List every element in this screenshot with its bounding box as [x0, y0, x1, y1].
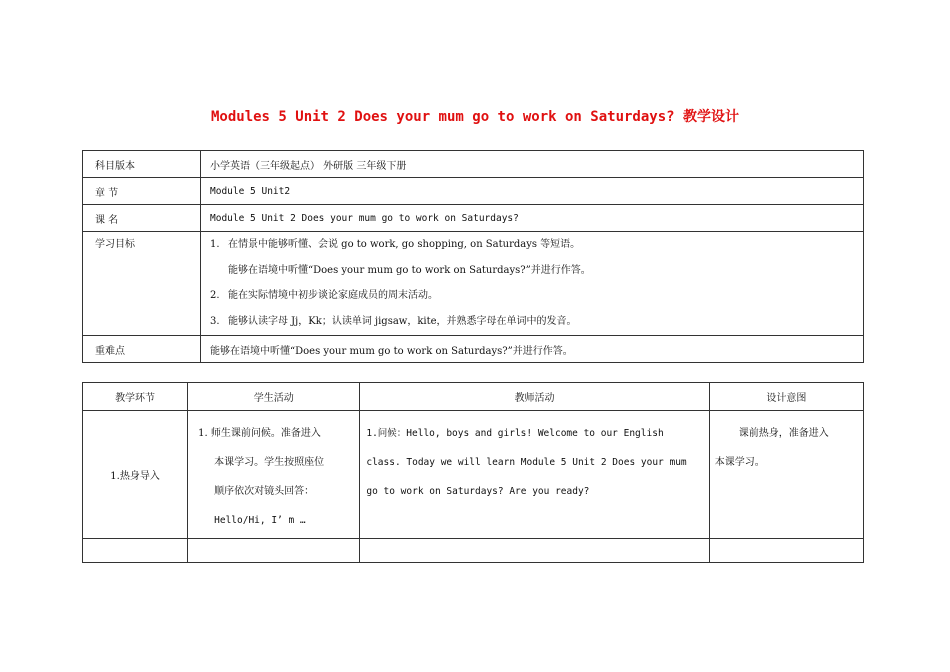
- empty-cell: [709, 539, 863, 563]
- info-label-lesson: 课 名: [83, 205, 201, 232]
- header-stage: 教学环节: [83, 383, 188, 411]
- page-title: Modules 5 Unit 2 Does your mum go to work on Saturdays? 教学设计: [210, 109, 739, 125]
- header-student-activity: 学生活动: [188, 383, 360, 411]
- info-row-goals: [83, 232, 864, 336]
- course-info-table: [82, 150, 864, 363]
- empty-cell: [83, 539, 188, 563]
- info-row-lesson: [83, 205, 864, 232]
- info-row-chapter: [83, 178, 864, 205]
- student-activity-line: 本课学习。学生按照座位: [214, 457, 325, 468]
- teacher-activity-line: class. Today we will learn Module 5 Unit 2 Does your mum: [366, 457, 687, 468]
- teacher-activity-cell: [360, 411, 709, 539]
- design-intent-cell: [709, 411, 863, 539]
- info-label-goals: 学习目标: [83, 232, 201, 336]
- plan-row-empty: [83, 539, 864, 563]
- goal-item: [210, 283, 863, 309]
- header-design-intent: 设计意图: [709, 383, 863, 411]
- plan-header-row: [83, 383, 864, 411]
- student-activity-cell: [188, 411, 360, 539]
- student-activity-line: 1. 师生课前问候。准备进入: [198, 428, 321, 439]
- goal-item: [210, 309, 863, 335]
- info-value-subject: 小学英语（三年级起点） 外研版 三年级下册: [201, 151, 864, 178]
- plan-row-warmup: [83, 411, 864, 539]
- goal-number: 3.: [210, 315, 220, 327]
- goal-text: 在情景中能够听懂、会说 go to work, go shopping, on Saturdays 等短语。: [228, 239, 581, 250]
- info-row-key-points: [83, 336, 864, 363]
- info-value-chapter: Module 5 Unit2: [201, 178, 864, 205]
- design-intent-line: 本课学习。: [714, 457, 765, 468]
- header-teacher-activity: 教师活动: [360, 383, 709, 411]
- info-label-subject: 科目版本: [83, 151, 201, 178]
- goal-number: 2.: [210, 290, 220, 301]
- empty-cell: [188, 539, 360, 563]
- goals-list: [201, 232, 864, 336]
- lesson-plan-table: [82, 382, 864, 563]
- teacher-activity-line: 1.问候：Hello, boys and girls! Welcome to our English: [366, 428, 664, 439]
- goal-number: 1.: [210, 239, 220, 250]
- goal-text: 能在实际情境中初步谈论家庭成员的周末活动。: [228, 290, 438, 301]
- stage-cell: 1.热身导入: [83, 411, 188, 539]
- student-activity-line: Hello/Hi, I’ m …: [214, 515, 306, 526]
- goal-text: 能够在语境中听懂“Does your mum go to work on Saturdays?”并进行作答。: [228, 264, 591, 276]
- student-activity-line: 顺序依次对镜头回答：: [214, 486, 315, 497]
- goal-text: 能够认读字母 Jj，Kk；认读单词 jigsaw，kite，并熟悉字母在单词中的发音。: [228, 315, 577, 327]
- info-value-lesson: Module 5 Unit 2 Does your mum go to work on Saturdays?: [201, 205, 864, 232]
- info-row-subject: [83, 151, 864, 178]
- goal-item: [210, 258, 863, 284]
- empty-cell: [360, 539, 709, 563]
- info-label-key-points: 重难点: [83, 336, 201, 363]
- design-intent-line: 课前热身，准备进入: [738, 428, 829, 439]
- goal-item: [210, 232, 863, 258]
- info-label-chapter: 章 节: [83, 178, 201, 205]
- info-value-key-points: 能够在语境中听懂“Does your mum go to work on Saturdays?”并进行作答。: [201, 336, 864, 363]
- teacher-activity-line: go to work on Saturdays? Are you ready?: [366, 486, 590, 497]
